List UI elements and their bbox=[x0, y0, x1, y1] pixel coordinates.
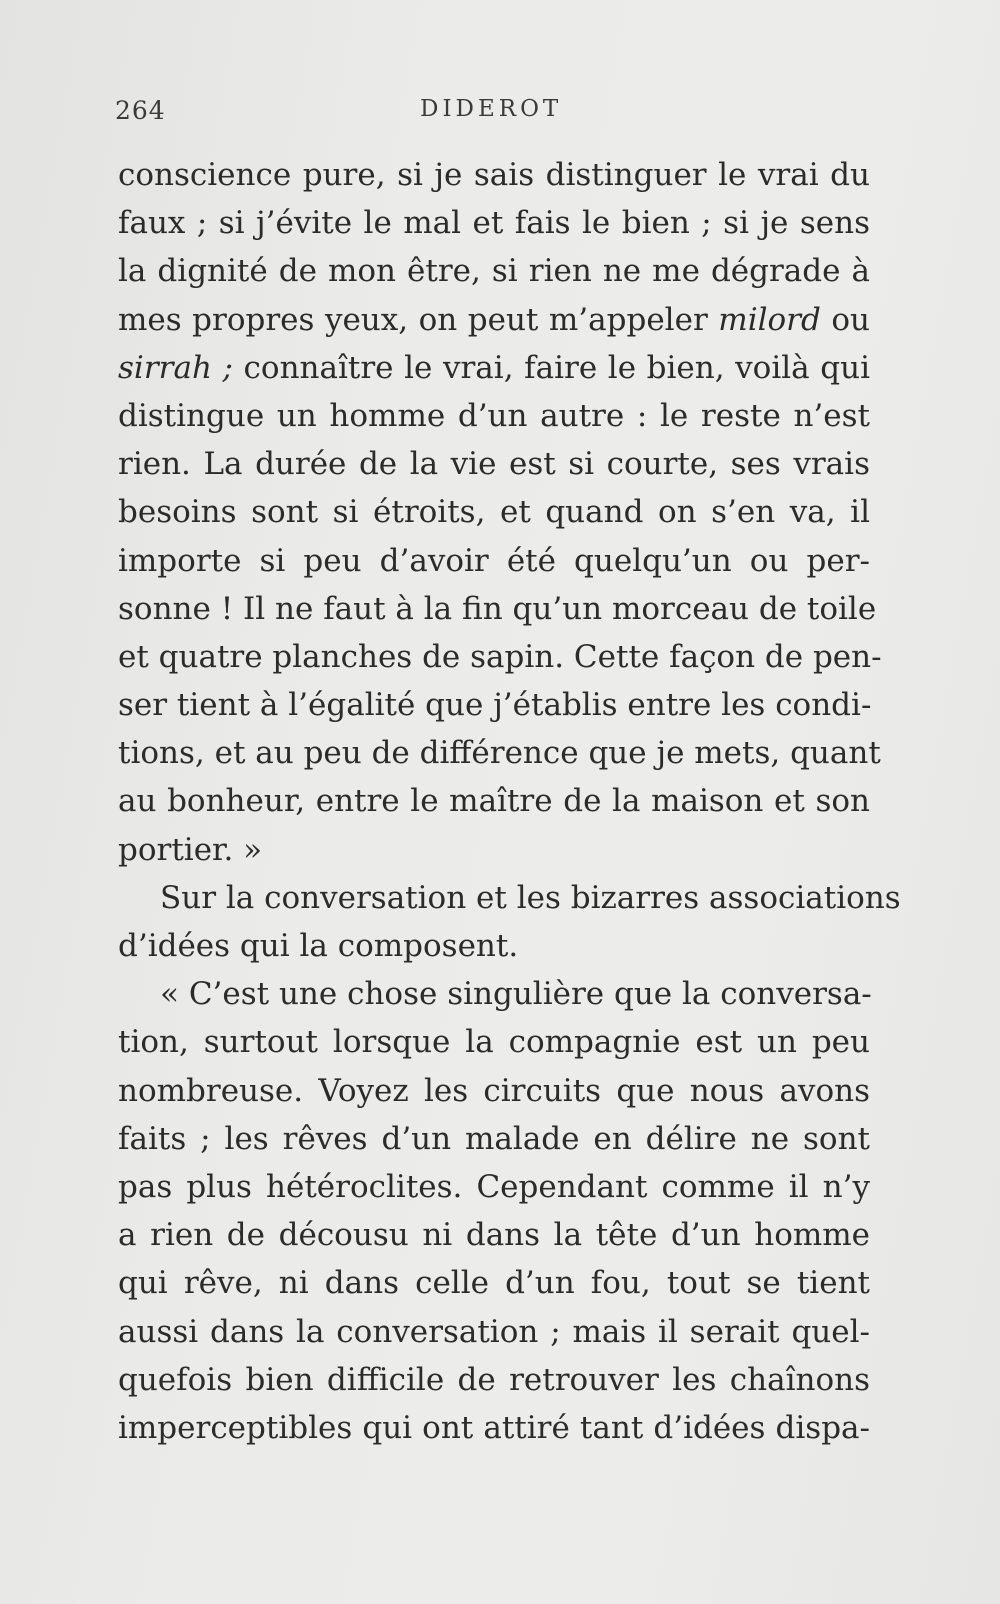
text-line: faux ; si j’évite le mal et fais le bien ; si je sens bbox=[118, 205, 870, 242]
text-line: importe si peu d’avoir été quelqu’un ou per- bbox=[118, 542, 870, 579]
text-line: Sur la conversation et les bizarres associations bbox=[160, 879, 901, 916]
text-line: d’idées qui la composent. bbox=[118, 928, 519, 964]
text-line: au bonheur, entre le maître de la maison et son bbox=[118, 783, 870, 820]
body-text bbox=[118, 151, 901, 1452]
text-line: tion, surtout lorsque la compagnie est un peu bbox=[118, 1024, 870, 1061]
text-line: qui rêve, ni dans celle d’un fou, tout se tient bbox=[118, 1265, 870, 1302]
text-line: imperceptibles qui ont attiré tant d’idées dispa- bbox=[118, 1409, 870, 1446]
text-line bbox=[118, 296, 870, 344]
text-line bbox=[118, 344, 870, 392]
text-segment: mes propres yeux, on peut m’appeler bbox=[118, 301, 719, 338]
text-line: a rien de décousu ni dans la tête d’un homme bbox=[118, 1217, 870, 1254]
text-line: quefois bien difficile de retrouver les chaînons bbox=[118, 1361, 870, 1398]
page-number: 264 bbox=[115, 96, 166, 125]
text-line: et quatre planches de sapin. Cette façon de pen- bbox=[118, 638, 882, 675]
text-line: distingue un homme d’un autre : le reste n’est bbox=[118, 397, 870, 434]
text-line: tions, et au peu de différence que je mets, quant bbox=[118, 735, 881, 772]
text-line: « C’est une chose singulière que la conversa- bbox=[160, 976, 872, 1013]
page-header bbox=[115, 96, 865, 136]
italic-term: sirrah ; bbox=[118, 349, 233, 386]
text-line: rien. La durée de la vie est si courte, ses vrais bbox=[118, 446, 870, 483]
text-line: portier. » bbox=[118, 831, 263, 868]
text-line: besoins sont si étroits, et quand on s’en va, il bbox=[118, 494, 870, 531]
text-line: aussi dans la conversation ; mais il serait quel- bbox=[118, 1313, 870, 1350]
text-line: nombreuse. Voyez les circuits que nous avons bbox=[118, 1072, 870, 1109]
text-line: faits ; les rêves d’un malade en délire ne sont bbox=[118, 1120, 870, 1157]
italic-term: milord bbox=[718, 301, 821, 338]
running-head: DIDEROT bbox=[420, 96, 563, 122]
text-line: ser tient à l’égalité que j’établis entre les condi- bbox=[118, 687, 872, 724]
text-line: sonne ! Il ne faut à la fin qu’un morceau de toile bbox=[118, 590, 877, 627]
text-segment: ou bbox=[820, 301, 871, 338]
text-line: conscience pure, si je sais distinguer le vrai du bbox=[118, 157, 870, 193]
text-segment: connaître le vrai, faire le bien, voilà qui bbox=[232, 349, 870, 386]
text-line: pas plus hétéroclites. Cependant comme il n’y bbox=[118, 1168, 870, 1205]
text-line: la dignité de mon être, si rien ne me dégrade à bbox=[118, 253, 870, 290]
